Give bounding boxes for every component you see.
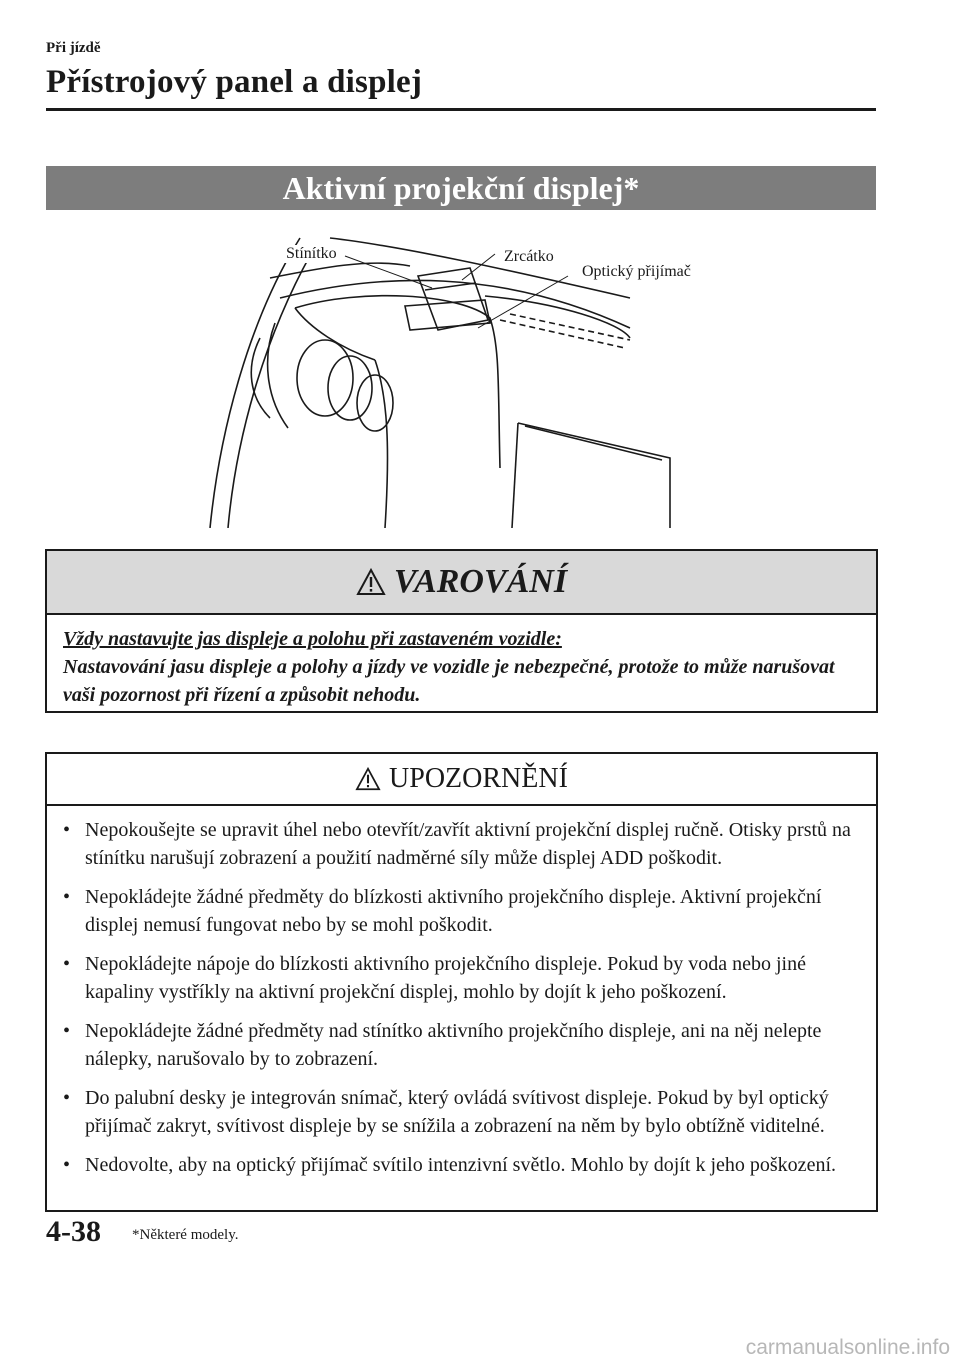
- warning-header: [47, 551, 876, 615]
- section-label: Při jízdě: [46, 40, 101, 56]
- watermark[interactable]: carmanualsonline.info: [745, 1336, 950, 1359]
- list-item: [63, 816, 860, 872]
- list-item: [63, 1084, 860, 1140]
- bullet: •: [63, 1020, 71, 1042]
- banner-title: Aktivní projekční displej*: [282, 170, 640, 206]
- list-item-text: Do palubní desky je integrován snímač, který ovládá svítivost displeje. Pokud by byl optický přijímač zakryt, svítivost displeje by se snížila a zobrazení na něm by bylo obtížně viditelné.: [85, 1087, 829, 1137]
- warning-box: [45, 549, 878, 713]
- bullet: •: [63, 886, 71, 908]
- bullet: •: [63, 1154, 71, 1176]
- bullet: •: [63, 819, 71, 841]
- list-item-text: Nepokládejte žádné předměty do blízkosti aktivního projekčního displeje. Aktivní projekční displej nemusí fungovat nebo by se mohl poškodit.: [85, 886, 822, 936]
- list-item-text: Nepokládejte žádné předměty nad stínítko aktivního projekčního displeje, ani na něj nelepte nálepky, narušovalo by to zobrazení.: [85, 1020, 822, 1070]
- list-item-text: Nedovolte, aby na optický přijímač svítilo intenzivní světlo. Mohlo by dojít k jeho poškození.: [85, 1154, 836, 1176]
- list-item: [63, 1151, 860, 1179]
- list-item: [63, 1017, 860, 1073]
- list-item: [63, 883, 860, 939]
- warning-title: VAROVÁNÍ: [393, 563, 568, 600]
- label-optical-receiver: Optický přijímač: [582, 263, 691, 280]
- title-rule: [46, 108, 876, 111]
- footnote: *Některé modely.: [132, 1227, 239, 1243]
- page-number: 4-38: [46, 1215, 101, 1248]
- list-item-text: Nepokládejte nápoje do blízkosti aktivního projekčního displeje. Pokud by voda nebo jiné kapaliny vystříkly na aktivní projekční displej, mohlo by dojít k jeho poškození.: [85, 953, 806, 1003]
- warning-triangle-icon: [356, 568, 386, 596]
- caution-list: [47, 806, 876, 1179]
- page-title: Přístrojový panel a displej: [46, 64, 423, 100]
- caution-title: UPOZORNĚNÍ: [389, 763, 568, 794]
- label-shade: Stínítko: [286, 245, 337, 262]
- list-item-text: Nepokoušejte se upravit úhel nebo otevřít/zavřít aktivní projekční displej ručně. Otisky prstů na stínítku narušují zobrazení a použití nadměrné síly může displej ADD poškodit.: [85, 819, 851, 869]
- section-banner: [46, 166, 876, 210]
- warning-body: [47, 615, 876, 719]
- caution-box: [45, 752, 878, 1212]
- dashboard-illustration: [200, 228, 740, 528]
- list-item: [63, 950, 860, 1006]
- label-mirror: Zrcátko: [504, 248, 554, 265]
- bullet: •: [63, 1087, 71, 1109]
- warning-text: Nastavování jasu displeje a polohy a jízdy ve vozidle je nebezpečné, protože to může narušovat vaši pozornost při řízení a způsobit nehodu.: [63, 656, 835, 706]
- bullet: •: [63, 953, 71, 975]
- caution-triangle-icon: [355, 767, 381, 791]
- caution-header: [47, 754, 876, 806]
- warning-lead: Vždy nastavujte jas displeje a polohu při zastaveném vozidle:: [63, 628, 562, 650]
